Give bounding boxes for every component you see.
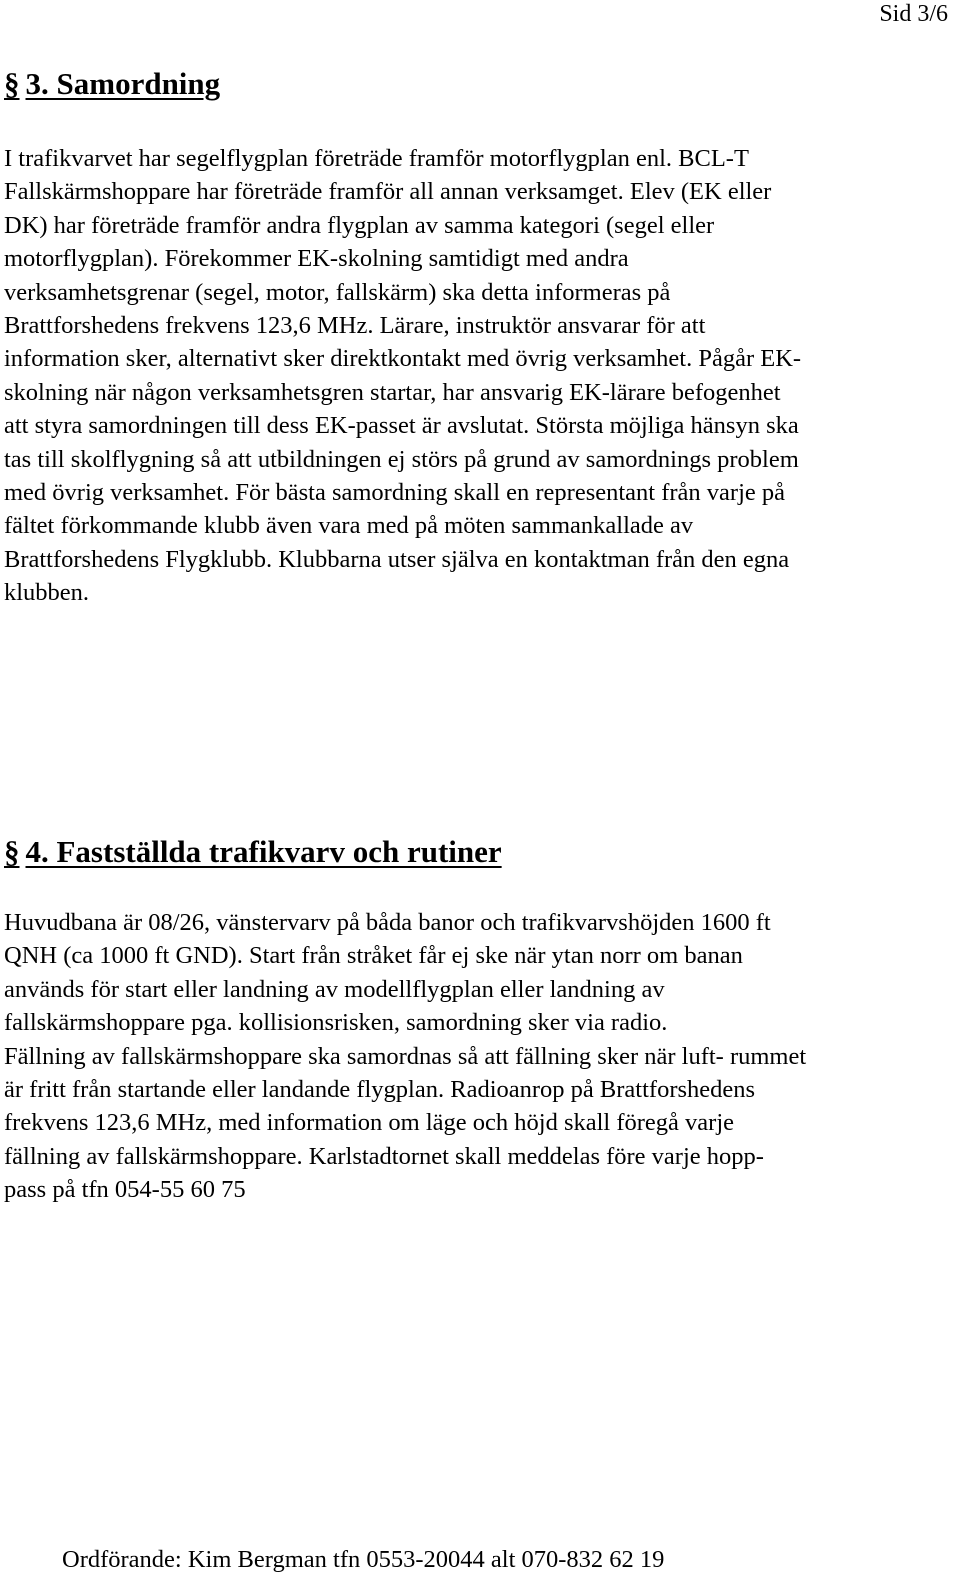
text-line: tas till skolflygning så att utbildningen ej störs på grund av samordnings problem	[4, 445, 799, 473]
text-line: klubben.	[4, 579, 90, 607]
text-line: DK) har företräde framför andra flygplan av samma kategori (segel eller	[4, 211, 715, 239]
text-line: fällning av fallskärmshoppare. Karlstadtornet skall meddelas före varje hopp-	[4, 1142, 764, 1170]
text-line: används för start eller landning av modellflygplan eller landning av	[4, 975, 665, 1003]
section-mark: §	[4, 66, 20, 101]
section-body-samordning	[4, 142, 954, 610]
text-line: I trafikvarvet har segelflygplan företräde framför motorflygplan enl. BCL-T	[4, 145, 749, 172]
text-line: Huvudbana är 08/26, vänstervarv på båda banor och trafikvarvshöjden 1600 ft	[4, 909, 771, 936]
text-line: motorflygplan). Förekommer EK-skolning samtidigt med andra	[4, 245, 629, 273]
text-line: med övrig verksamhet. För bästa samordning skall en representant från varje på	[4, 479, 786, 507]
text-line: är fritt från startande eller landande flygplan. Radioanrop på Brattforshedens	[4, 1076, 756, 1104]
section-heading-text: 4. Fastställda trafikvarv och rutiner	[25, 834, 502, 869]
page-number: Sid 3/6	[879, 1, 948, 27]
text-line: Brattforshedens frekvens 123,6 MHz. Lärare, instruktör ansvarar för att	[4, 312, 706, 340]
text-line: pass på tfn 054-55 60 75	[4, 1176, 246, 1204]
text-line: skolning när någon verksamhetsgren startar, har ansvarig EK-lärare befogenhet	[4, 378, 781, 406]
text-line: att styra samordningen till dess EK-passet är avslutat. Största möjliga hänsyn ska	[4, 412, 799, 440]
section-mark: §	[4, 834, 20, 869]
text-line: fallskärmshoppare pga. kollisionsrisken, samordning sker via radio.	[4, 1009, 668, 1037]
text-line: verksamhetsgrenar (segel, motor, fallskärm) ska detta informeras på	[4, 278, 671, 306]
section-heading-trafikvarv	[4, 834, 502, 870]
text-line: Fällning av fallskärmshoppare ska samordnas så att fällning sker när luft- rummet	[4, 1042, 807, 1070]
section-heading-samordning	[4, 66, 220, 102]
text-line: information sker, alternativt sker direktkontakt med övrig verksamhet. Pågår EK-	[4, 345, 802, 373]
text-line: frekvens 123,6 MHz, med information om läge och höjd skall föregå varje	[4, 1109, 735, 1137]
page-footer: Ordförande: Kim Bergman tfn 0553-20044 alt 070-832 62 19	[62, 1546, 665, 1573]
text-line: fältet förkommande klubb även vara med på möten sammankallade av	[4, 512, 694, 540]
text-line: QNH (ca 1000 ft GND). Start från stråket får ej ske när ytan norr om banan	[4, 942, 743, 970]
text-line: Fallskärmshoppare har företräde framför all annan verksamget. Elev (EK eller	[4, 178, 772, 206]
section-body-trafikvarv	[4, 906, 954, 1207]
text-line: Brattforshedens Flygklubb. Klubbarna utser själva en kontaktman från den egna	[4, 545, 790, 573]
section-heading-text: 3. Samordning	[25, 66, 221, 101]
